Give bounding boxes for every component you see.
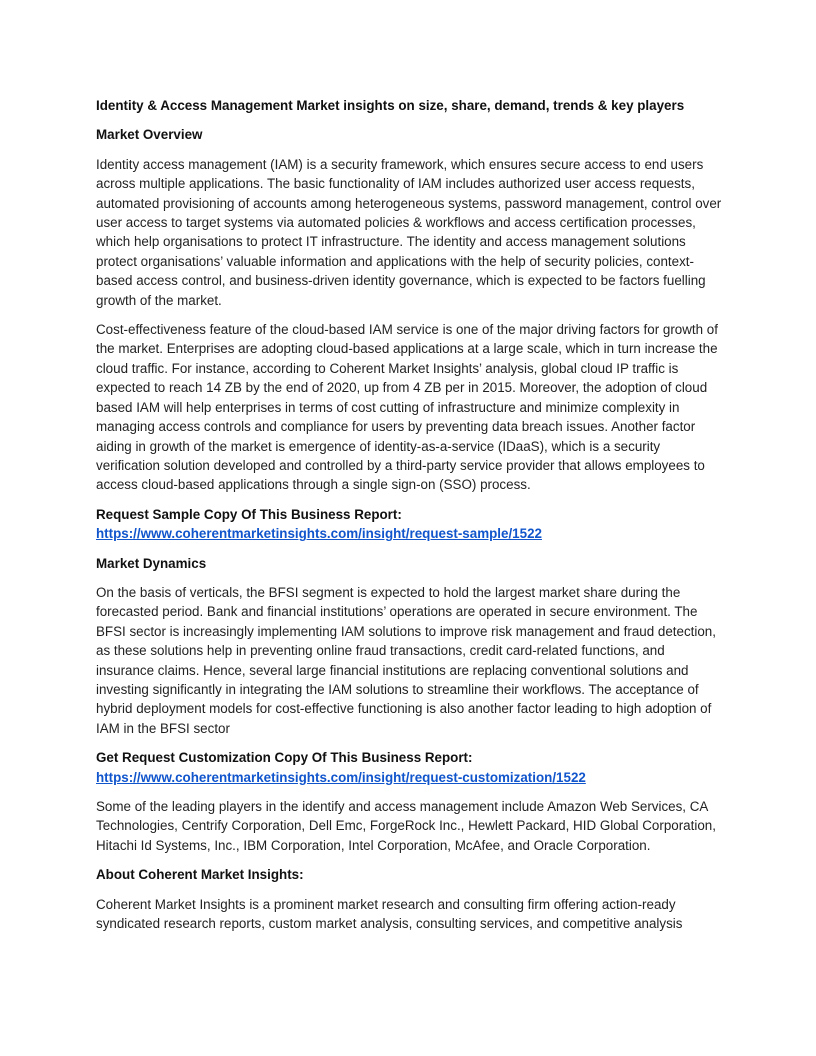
market-overview-paragraph-2: Cost-effectiveness feature of the cloud-based IAM service is one of the major driving factors for growth of the market. Enterprises are adopting cloud-based applications at a large scale, which in turn increase the cloud traffic. For instance, according to Coherent Market Insights’ analysis, global cloud IP traffic is expected to reach 14 ZB by the end of 2020, up from 4 ZB per in 2015. Moreover, the adoption of cloud based IAM will help enterprises in terms of cost cutting of infrastructure and minimize complexity in managing access controls and compliance for users by preventing data breach issues. Another factor aiding in growth of the market is emergence of identity-as-a-service (IDaaS), which is a security verification solution developed and controlled by a third-party service provider that allows employees to access cloud-based applications through a single sign-on (SSO) process.: [96, 322, 718, 493]
document-title: Identity & Access Management Market insights on size, share, demand, trends & key players: [96, 98, 685, 113]
market-dynamics-heading: Market Dynamics: [96, 555, 207, 571]
customization-request-link[interactable]: https://www.coherentmarketinsights.com/insight/request-customization/1522: [96, 769, 586, 785]
sample-request-block: [96, 505, 722, 544]
document-page: [96, 96, 722, 943]
about-paragraph: Coherent Market Insights is a prominent market research and consulting firm offering action-ready syndicated research reports, custom market analysis, consulting services, and competitive analysis: [96, 896, 683, 932]
about-heading: About Coherent Market Insights:: [96, 867, 304, 883]
sample-request-label: Request Sample Copy Of This Business Report:: [96, 506, 402, 522]
market-overview-heading: Market Overview: [96, 127, 203, 143]
key-players-paragraph: Some of the leading players in the identify and access management include Amazon Web Services, CA Technologies, Centrify Corporation, Dell Emc, ForgeRock Inc., Hewlett Packard, HID Global Corporation, Hitachi Id Systems, Inc., IBM Corporation, Intel Corporation, McAfee, and Oracle Corporation.: [96, 799, 716, 853]
market-dynamics-paragraph: On the basis of verticals, the BFSI segment is expected to hold the largest market share during the forecasted period. Bank and financial institutions’ operations are operated in secure environment. The BFSI sector is increasingly implementing IAM solutions to improve risk management and fraud detection, as these solutions help in preventing online fraud transactions, credit card-related functions, and insurance claims. Hence, several large financial institutions are replacing conventional solutions and investing significantly in integrating the IAM solutions to streamline their workflows. The acceptance of hybrid deployment models for cost-effective functioning is also another factor leading to high adoption of IAM in the BFSI sector: [96, 584, 716, 736]
customization-request-label: Get Request Customization Copy Of This Business Report:: [96, 750, 473, 766]
market-overview-paragraph-1: Identity access management (IAM) is a security framework, which ensures secure access to end users across multiple applications. The basic functionality of IAM includes authorized user access requests, automated provisioning of accounts among heterogeneous systems, password management, control over user access to target systems via automated policies & workflows and access certification processes, which help organisations to protect IT infrastructure. The identity and access management solutions protect organisations’ valuable information and applications with the help of security policies, context-based access control, and business-driven identity governance, which is expected to be factors fuelling growth of the market.: [96, 156, 722, 308]
customization-request-block: [96, 748, 722, 787]
sample-request-link[interactable]: https://www.coherentmarketinsights.com/insight/request-sample/1522: [96, 526, 542, 542]
